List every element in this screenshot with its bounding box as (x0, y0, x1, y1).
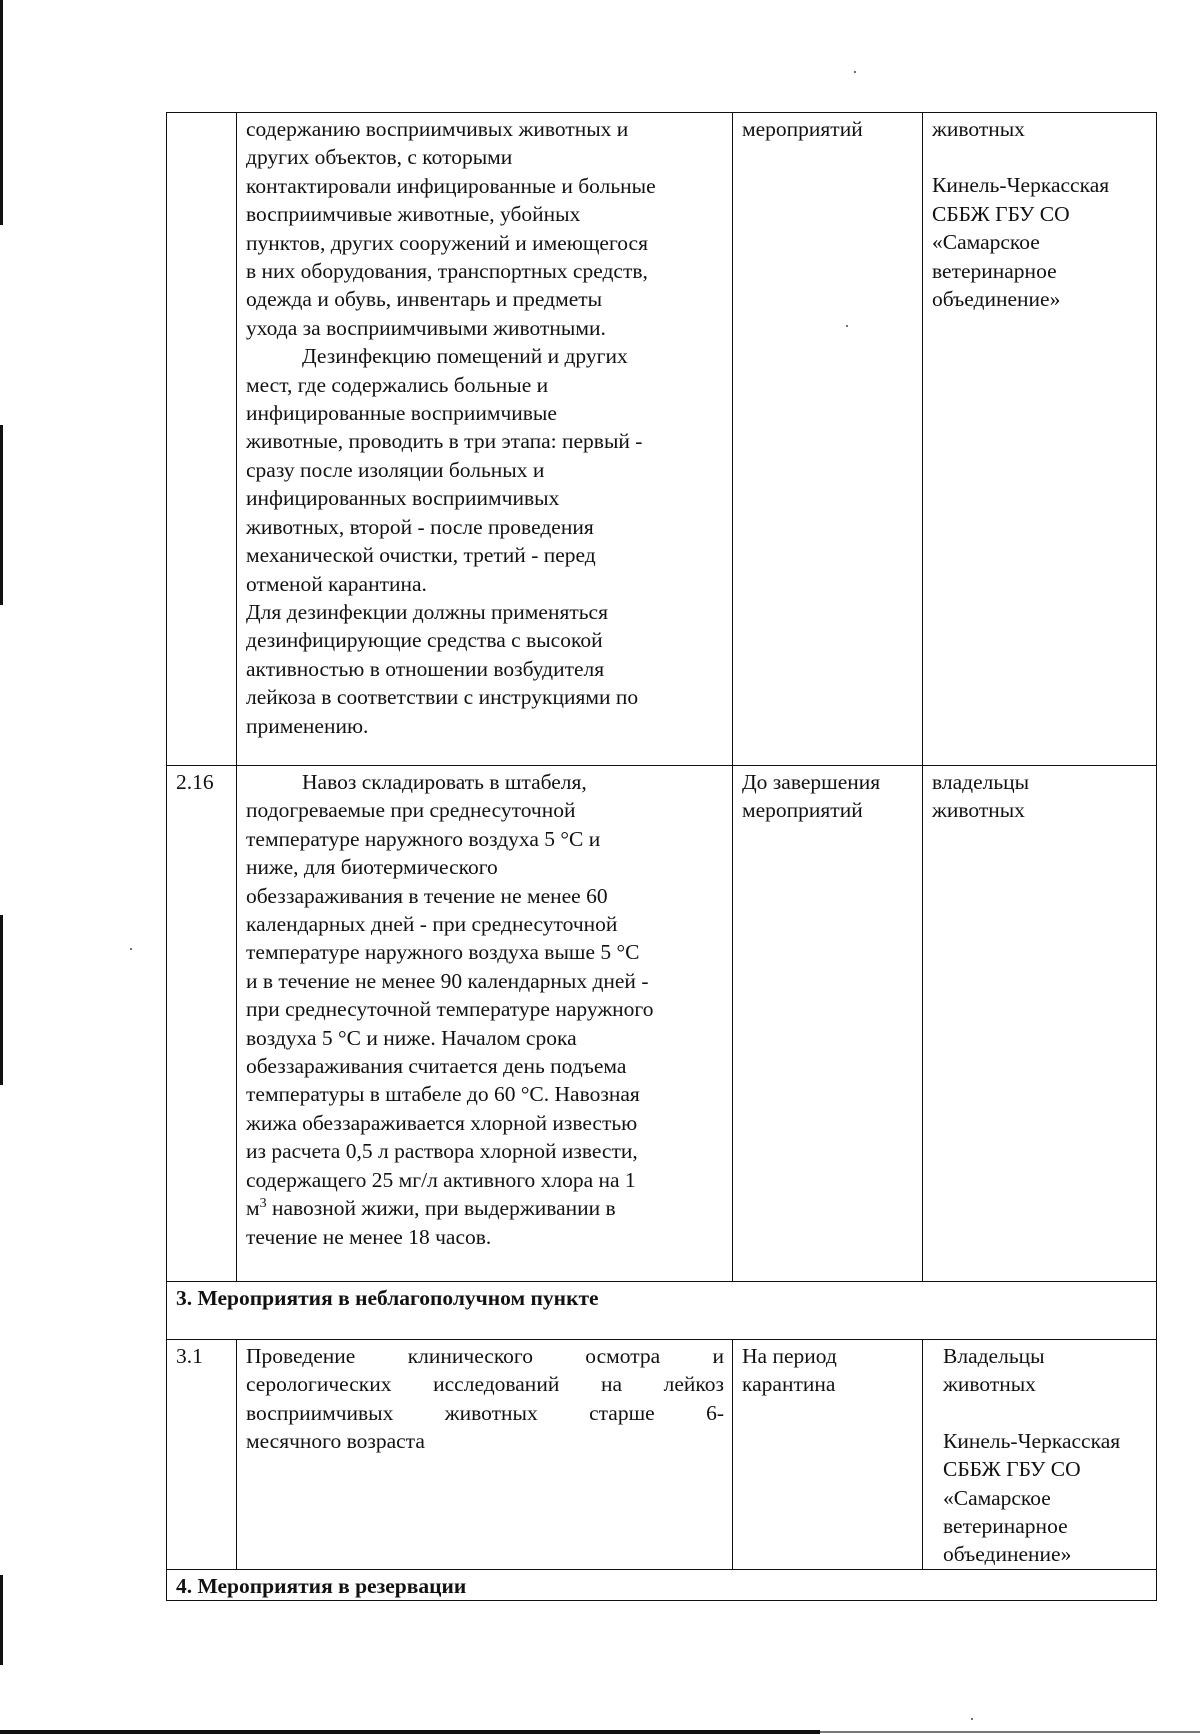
scan-edge-mark-left-4 (0, 1575, 3, 1665)
scan-speck (971, 1718, 973, 1720)
table-row-2-16 (167, 766, 1157, 1282)
measure-text-part: навозной жижи, при выдерживании в течение не менее 18 часов. (246, 1196, 616, 1249)
responsible-cell (923, 113, 1157, 766)
responsible-text: Владельцы животных (943, 1344, 1045, 1397)
scan-bottom-edge (0, 1730, 820, 1734)
section-heading: 3. Мероприятия в неблагополучном пункте (167, 1282, 1157, 1340)
term-cell: На период карантина (733, 1340, 923, 1570)
row-number-cell (167, 113, 237, 766)
measure-text-line: серологических исследований на лейкоз (246, 1372, 724, 1397)
measure-description-cell (237, 766, 733, 1282)
section-row-4 (167, 1570, 1157, 1601)
responsible-cell: владельцы животных (923, 766, 1157, 1282)
responsible-text: Кинель-Черкасская СББЖ ГБУ СО «Самарское ветеринарное объединение» (932, 173, 1110, 312)
term-cell: мероприятий (733, 113, 923, 766)
measure-text: содержанию восприимчивых животных и других объектов, с которыми контактировали инфицированные и больные восприимчивые животные, убойных пунктов, других сооружений и имеющегося в них оборудования, транспортных средств, одежда и обувь, инвентарь и предметы ухода за восприимчивыми животными. (246, 117, 656, 340)
responsible-text: животных (932, 117, 1025, 141)
term-cell: До завершения мероприятий (733, 766, 923, 1282)
section-row-3 (167, 1282, 1157, 1340)
responsible-text: Кинель-Черкасская СББЖ ГБУ СО «Самарское ветеринарное объединение» (943, 1428, 1121, 1567)
measure-text-line: восприимчивых животных старше 6- (246, 1400, 724, 1425)
scan-bottom-edge-thin (820, 1731, 1200, 1733)
measure-text: Дезинфекцию помещений и других мест, где содержались больные и инфицированные восприимчивые животные, проводить в три этапа: первый - сразу после изоляции больных и инфицированных восприимчивых животных, второй - после проведения механической очистки, третий - перед отменой карантина. (246, 344, 643, 596)
measure-text-part: Навоз складировать в штабеля, подогреваемые при среднесуточной температуре наружного воздуха 5 °С и ниже, для биотермического обеззараживания в течение не менее 60 календарных дней - при среднесуточной температуре наружного воздуха выше 5 °С и в течение не менее 90 календарных дней - при среднесуточной температуре наружного воздуха 5 °С и ниже. Началом срока обеззараживания считается день подъема температуры в штабеле до 60 °С. Навозная жижа обеззараживается хлорной известью из расчета 0,5 л раствора хлорной извести, содержащего 25 мг/л активного хлора на 1 м (246, 770, 654, 1221)
responsible-cell (923, 1340, 1157, 1570)
scan-edge-mark-left-3 (0, 915, 3, 1085)
table-row-continuation (167, 113, 1157, 766)
scan-edge-mark-left-1 (0, 0, 3, 225)
scan-speck (130, 948, 132, 950)
superscript-three: 3 (259, 1195, 267, 1211)
section-heading: 4. Мероприятия в резервации (167, 1570, 1157, 1601)
measure-description-cell (237, 1340, 733, 1570)
measure-text (246, 768, 724, 1251)
measure-description-cell (237, 113, 733, 766)
measure-text-line: Проведение клинического осмотра и (246, 1344, 724, 1368)
measure-text-line: месячного возраста (246, 1429, 425, 1454)
row-number-cell: 3.1 (167, 1340, 237, 1570)
row-number-cell: 2.16 (167, 766, 237, 1282)
scan-speck (854, 71, 856, 73)
table-row-3-1 (167, 1340, 1157, 1570)
measure-text: Для дезинфекции должны применяться дезинфицирующие средства с высокой активностью в отношении возбудителя лейкоза в соответствии с инструкциями по применению. (246, 599, 639, 738)
measures-table (166, 112, 1157, 1601)
scan-edge-mark-left-2 (0, 425, 3, 605)
